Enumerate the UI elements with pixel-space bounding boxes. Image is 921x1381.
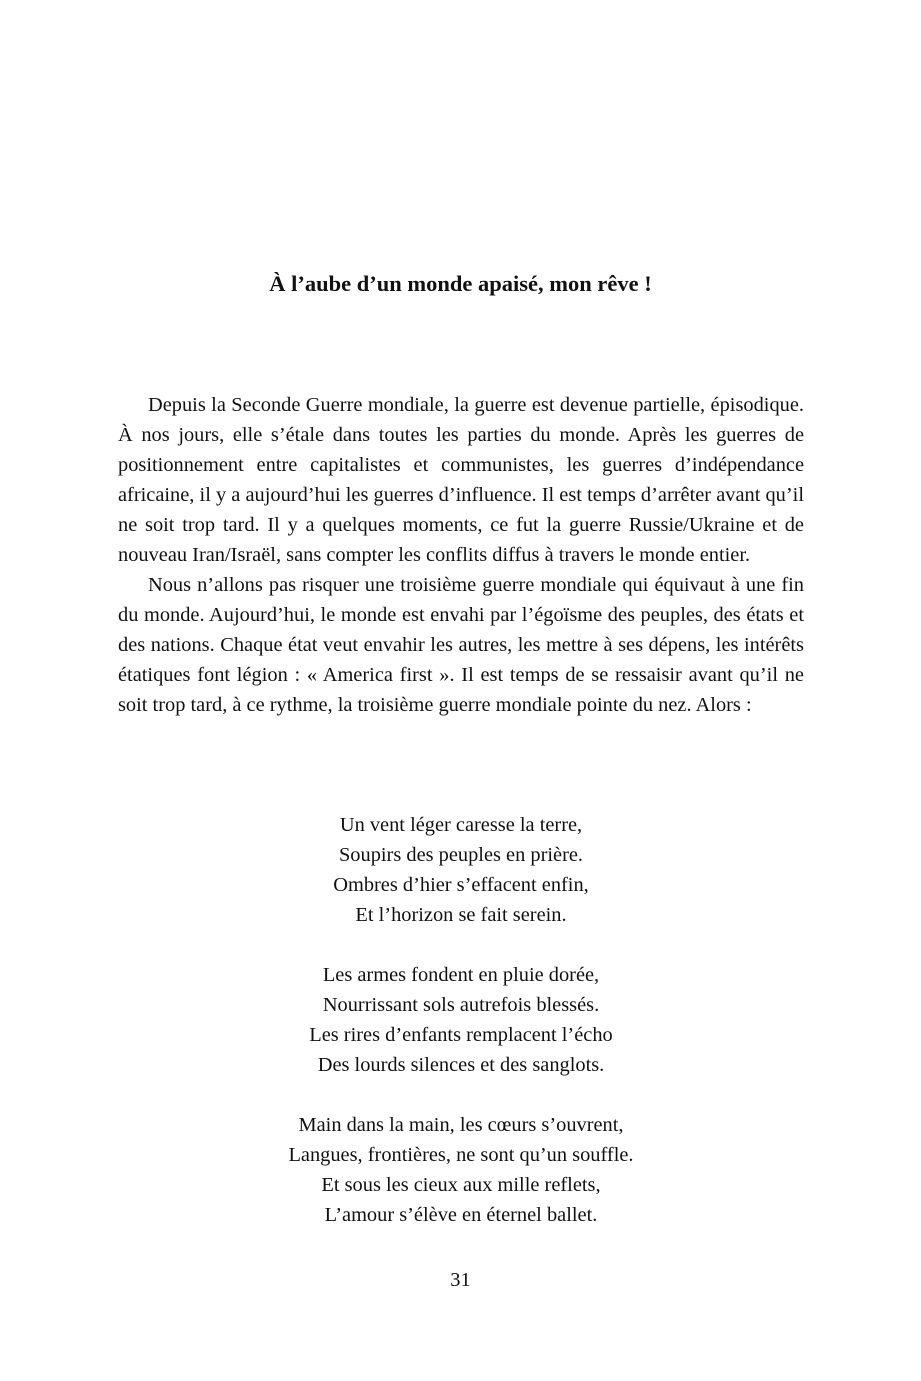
- poem-stanza: [118, 810, 804, 930]
- paragraph: Nous n’allons pas risquer une troisième guerre mondiale qui équivaut à une fin du monde. Aujourd’hui, le monde est envahi par l’égoïsme des peuples, des états et des nations. Chaque état veut envahir les autres, les mettre à ses dépens, les intérêts étatiques font légion : « America first ». Il est temps de se ressaisir avant qu’il ne soit trop tard, à ce rythme, la troisième guerre mondiale pointe du nez. Alors :: [118, 574, 804, 716]
- poem-verse: Les rires d’enfants remplacent l’écho: [309, 1024, 613, 1046]
- poem-verse: Les armes fondent en pluie dorée,: [322, 964, 600, 986]
- body-text: [118, 390, 804, 720]
- poem-verse: Soupirs des peuples en prière.: [338, 844, 584, 866]
- paragraph: Depuis la Seconde Guerre mondiale, la guerre est devenue partielle, épisodique. À nos jours, elle s’étale dans toutes les parties du monde. Après les guerres de positionnement entre capitalistes et communistes, les guerres d’indépendance africaine, il y a aujourd’hui les guerres d’influence. Il est temps d’arrêter avant qu’il ne soit trop tard. Il y a quelques moments, ce fut la guerre Russie/Ukraine et de nouveau Iran/Israël, sans compter les conflits diffus à travers le monde entier.: [118, 394, 804, 566]
- poem-stanza: [118, 1110, 804, 1230]
- poem-stanza: [118, 960, 804, 1080]
- poem-verse: Et sous les cieux aux mille reflets,: [321, 1174, 601, 1196]
- poem-verse: Nourrissant sols autrefois blessés.: [322, 994, 600, 1016]
- poem-verse: Des lourds silences et des sanglots.: [317, 1054, 605, 1076]
- poem-verse: Main dans la main, les cœurs s’ouvrent,: [298, 1114, 624, 1136]
- page-number: 31: [450, 1269, 471, 1291]
- poem-verse: L’amour s’élève en éternel ballet.: [324, 1204, 598, 1226]
- poem-verse: Un vent léger caresse la terre,: [339, 814, 583, 836]
- poem-verse: Langues, frontières, ne sont qu’un souffle.: [288, 1144, 634, 1166]
- poem-verse: Et l’horizon se fait serein.: [355, 904, 567, 926]
- poem: [118, 810, 804, 1230]
- poem-verse: Ombres d’hier s’effacent enfin,: [333, 874, 589, 896]
- page-title: À l’aube d’un monde apaisé, mon rêve !: [269, 271, 652, 296]
